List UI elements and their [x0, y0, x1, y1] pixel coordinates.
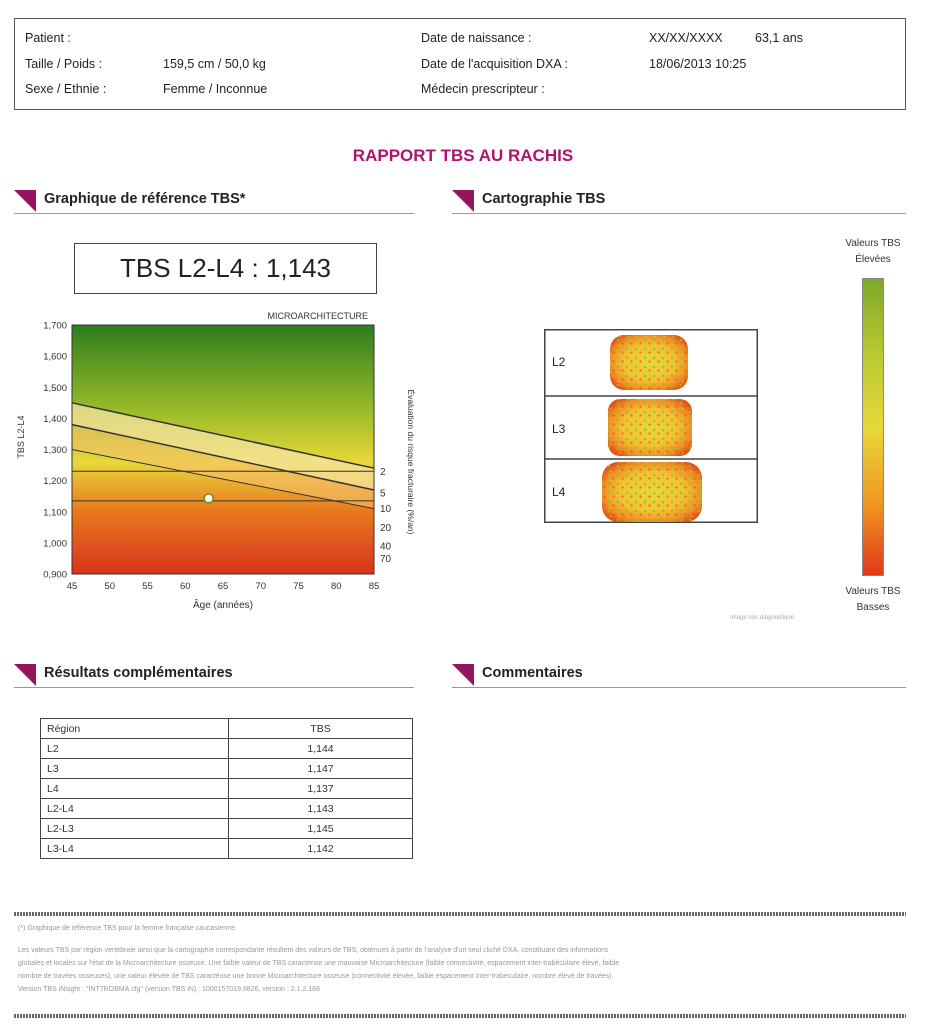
mapping-caption: Image non diagnostique — [730, 615, 795, 621]
section-reference-title: Graphique de référence TBS* — [44, 191, 246, 207]
physician-label: Médecin prescripteur : — [421, 82, 545, 96]
y-tick-label: 1,300 — [43, 445, 67, 456]
acquisition-value: 18/06/2013 10:25 — [649, 57, 747, 71]
patient-label: Patient : — [25, 31, 71, 45]
footer-line-4: Version TBS iNsight : "INT7ROBMA.cfg" (version TBS iN) : 1000157019.9826, version : 2.1.2.186 — [18, 986, 320, 993]
footer-line-2: globales et locales sur l'état de la Microarchitecture osseuse. Une faible valeur de TBS caractérise une mauvaise Microarchitecture (faible connectivité, espacement inter-trabéculaire élevé, faible — [18, 960, 620, 967]
patient-info-box — [14, 18, 906, 110]
section-comments — [452, 664, 906, 688]
section-mapping-title: Cartographie TBS — [482, 191, 606, 207]
legend-low-label-2: Basses — [856, 602, 890, 613]
x-tick-label: 80 — [330, 581, 342, 592]
height-weight-label: Taille / Poids : — [25, 57, 103, 71]
chart-y-label: TBS L2-L4 — [16, 415, 26, 459]
tbs-vertebrae-map — [544, 329, 758, 523]
table-cell: L2-L3 — [41, 819, 229, 839]
table-cell: 1,145 — [229, 819, 413, 839]
age-value: 63,1 ans — [755, 31, 803, 45]
table-cell: L2-L4 — [41, 799, 229, 819]
y-tick-label: 1,700 — [43, 320, 67, 332]
tbs-color-legend-bar — [862, 278, 884, 576]
footer-rule-bottom — [14, 1014, 906, 1018]
table-row — [41, 839, 413, 859]
x-tick-label: 85 — [368, 581, 380, 592]
table-cell: 1,142 — [229, 839, 413, 859]
table-cell: L4 — [41, 779, 229, 799]
table-row — [41, 759, 413, 779]
footer-note: (*) Graphique de référence TBS pour la femme française caucasienne. — [18, 925, 237, 932]
table-row — [41, 779, 413, 799]
report-title: RAPPORT TBS AU RACHIS — [352, 146, 574, 165]
y-tick-label: 0,900 — [43, 569, 67, 581]
tbs-value-box: TBS L2-L4 : 1,143 — [74, 243, 377, 294]
patient-data-point — [204, 494, 213, 503]
vertebra-label-l2: L2 — [552, 355, 566, 369]
y-tick-label: 1,400 — [43, 413, 67, 425]
y-tick-label: 1,500 — [43, 382, 67, 394]
results-table — [40, 718, 413, 859]
table-header: TBS — [229, 719, 413, 739]
section-results — [14, 664, 414, 688]
section-marker-icon — [452, 190, 474, 212]
table-cell: 1,143 — [229, 799, 413, 819]
right-tick-label: 10 — [380, 504, 392, 516]
y-tick-label: 1,600 — [43, 351, 67, 363]
table-row — [41, 799, 413, 819]
footer-line-1: Les valeurs TBS par région vertébrale ainsi que la cartographie correspondante résultent des valeurs de TBS, obtenues à partir de l'analyse d'un seul cliché DXA, constituant des informations — [18, 947, 609, 954]
right-tick-label: 5 — [380, 488, 386, 500]
section-marker-icon — [14, 190, 36, 212]
section-results-title: Résultats complémentaires — [44, 665, 233, 681]
section-reference — [14, 190, 414, 214]
sex-ethnicity-label: Sexe / Ethnie : — [25, 82, 107, 96]
table-header-row — [41, 719, 413, 739]
right-tick-label: 70 — [380, 553, 392, 565]
vertebra-l4 — [602, 462, 702, 522]
vertebra-l3 — [608, 399, 692, 456]
x-tick-label: 60 — [179, 581, 191, 592]
vertebra-label-l4: L4 — [552, 485, 566, 499]
table-cell: L3-L4 — [41, 839, 229, 859]
right-tick-label: 40 — [380, 541, 392, 553]
chart-top-label: MICROARCHITECTURE — [267, 311, 368, 321]
y-tick-label: 1,100 — [43, 507, 67, 519]
table-header: Région — [41, 719, 229, 739]
x-tick-label: 65 — [217, 581, 229, 592]
x-tick-label: 50 — [104, 581, 116, 592]
vertebra-label-l3: L3 — [552, 422, 566, 436]
acquisition-label: Date de l'acquisition DXA : — [421, 57, 568, 71]
table-cell: 1,144 — [229, 739, 413, 759]
table-cell: L2 — [41, 739, 229, 759]
footer-line-3: nombre de travées osseuses), une valeur élevée de TBS caractérise une bonne Microarchitecture osseuse (connectivité élevée, faible espacement inter-trabéculaire, nombre élevé de travées). — [18, 973, 614, 980]
right-tick-label: 20 — [380, 522, 392, 534]
section-marker-icon — [14, 664, 36, 686]
x-tick-label: 55 — [142, 581, 153, 592]
y-tick-label: 1,200 — [43, 476, 67, 488]
right-tick-label: 2 — [380, 466, 386, 478]
x-tick-label: 45 — [66, 581, 78, 592]
birth-date-label: Date de naissance : — [421, 31, 532, 45]
sex-ethnicity-value: Femme / Inconnue — [163, 82, 268, 96]
x-tick-label: 70 — [255, 581, 267, 592]
section-comments-title: Commentaires — [482, 665, 583, 681]
footer-rule-top — [14, 912, 906, 916]
section-mapping — [452, 190, 906, 214]
x-tick-label: 75 — [293, 581, 304, 592]
legend-low-label-1: Valeurs TBS — [845, 586, 901, 597]
table-row — [41, 739, 413, 759]
height-weight-value: 159,5 cm / 50,0 kg — [163, 57, 266, 71]
table-cell: L3 — [41, 759, 229, 779]
table-row — [41, 819, 413, 839]
chart-x-label: Âge (années) — [192, 600, 254, 611]
section-marker-icon — [452, 664, 474, 686]
table-cell: 1,137 — [229, 779, 413, 799]
table-cell: 1,147 — [229, 759, 413, 779]
birth-date-value: XX/XX/XXXX — [649, 31, 723, 45]
tbs-reference-chart — [0, 300, 430, 620]
legend-high-label-1: Valeurs TBS — [845, 238, 901, 249]
chart-right-axis-label: Évaluation du risque fracturaire (%/an) — [406, 389, 416, 535]
y-tick-label: 1,000 — [43, 538, 67, 550]
vertebra-l2 — [610, 335, 688, 390]
legend-high-label-2: Élevées — [855, 254, 891, 265]
